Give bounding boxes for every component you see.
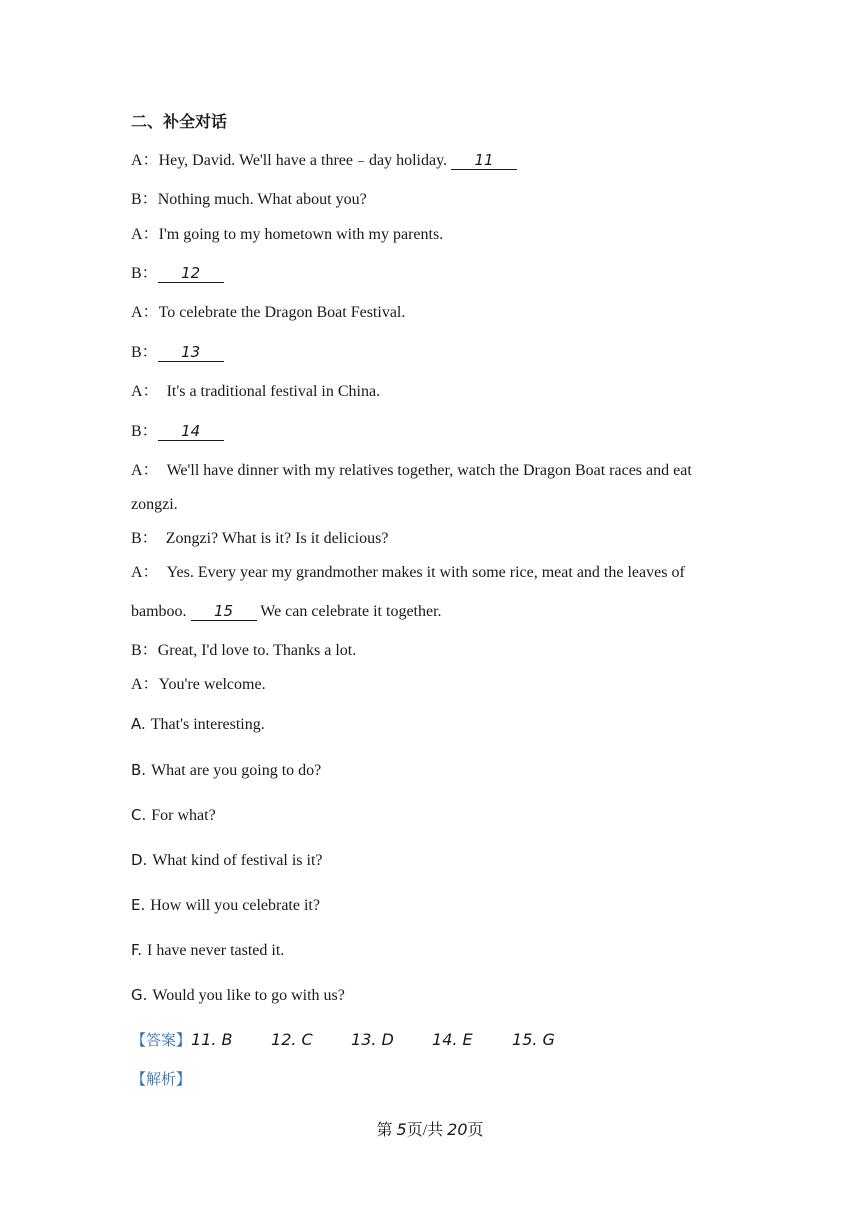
option-letter: F. [131, 941, 142, 959]
option-letter: D. [131, 851, 148, 869]
dialogue-line-3 [131, 225, 443, 245]
dialogue-text: Zongzi? What is it? Is it delicious? [165, 530, 389, 547]
page-footer [0, 1117, 860, 1140]
answer-blank-14: 14 [158, 422, 224, 441]
speaker-label: B： [131, 642, 158, 659]
dialogue-text: Nothing much. What about you? [157, 191, 367, 208]
dialogue-line-11 [131, 563, 685, 583]
section-title: 二、补全对话 [131, 112, 228, 131]
footer-suffix: 页 [467, 1122, 484, 1139]
speaker-label: B： [131, 530, 158, 547]
answer-item: 12. C [271, 1030, 313, 1049]
speaker-label: A： [131, 304, 159, 321]
footer-prefix: 第 [376, 1122, 397, 1139]
option-text: I have never tasted it. [147, 942, 285, 959]
speaker-label: A： [131, 383, 159, 400]
option-letter: E. [131, 896, 146, 914]
speaker-label: B： [131, 423, 158, 440]
footer-total-pages: 20 [447, 1120, 468, 1139]
footer-middle: 页/共 [406, 1122, 448, 1139]
analysis-label: 【解析】 [131, 1070, 192, 1088]
dialogue-line-11-cont [131, 602, 442, 622]
dialogue-line-2 [131, 190, 367, 210]
dialogue-line-4 [131, 264, 224, 284]
option-b [131, 760, 321, 781]
answer-line [131, 1030, 555, 1051]
analysis-line [131, 1069, 191, 1090]
dialogue-line-5 [131, 303, 405, 323]
dialogue-text: Great, I'd love to. Thanks a lot. [157, 642, 357, 659]
dialogue-line-1 [131, 151, 517, 171]
answer-blank-13: 13 [158, 343, 224, 362]
option-text: That's interesting. [150, 716, 265, 733]
answer-item: 14. E [432, 1030, 473, 1049]
option-a [131, 714, 265, 735]
answer-item: 15. G [512, 1030, 555, 1049]
dialogue-text: Yes. Every year my grandmother makes it with some rice, meat and the leaves of [166, 564, 685, 581]
dialogue-line-9-cont: zongzi. [131, 496, 178, 513]
option-f [131, 940, 284, 961]
dialogue-line-8 [131, 422, 224, 442]
dialogue-line-7 [131, 382, 380, 402]
dialogue-text: Hey, David. We'll have a three﹣day holiday. [158, 152, 452, 169]
speaker-label: A： [131, 152, 159, 169]
option-d [131, 850, 323, 871]
dialogue-text: It's a traditional festival in China. [166, 383, 381, 400]
speaker-label: B： [131, 344, 158, 361]
answer-blank-12: 12 [158, 264, 224, 283]
dialogue-text: We can celebrate it together. [256, 603, 442, 620]
speaker-label: A： [131, 564, 159, 581]
dialogue-text: We'll have dinner with my relatives together, watch the Dragon Boat races and eat [166, 462, 692, 479]
speaker-label: A： [131, 462, 159, 479]
option-text: Would you like to go with us? [152, 987, 345, 1004]
footer-page-number: 5 [396, 1120, 407, 1139]
option-letter: C. [131, 806, 147, 824]
option-e [131, 895, 320, 916]
answer-item: 13. D [351, 1030, 394, 1049]
dialogue-line-9 [131, 461, 692, 481]
option-text: What kind of festival is it? [152, 852, 323, 869]
dialogue-line-13 [131, 675, 266, 695]
option-g [131, 985, 345, 1006]
option-text: What are you going to do? [151, 762, 322, 779]
option-letter: G. [131, 986, 148, 1004]
dialogue-text: bamboo. [131, 603, 191, 620]
answer-item: 11. B [191, 1030, 233, 1049]
speaker-label: B： [131, 191, 158, 208]
option-text: How will you celebrate it? [150, 897, 320, 914]
dialogue-line-12 [131, 641, 356, 661]
option-c [131, 805, 216, 826]
dialogue-text: To celebrate the Dragon Boat Festival. [158, 304, 406, 321]
option-letter: A. [131, 715, 146, 733]
answer-blank-15: 15 [191, 602, 257, 621]
option-letter: B. [131, 761, 147, 779]
speaker-label: A： [131, 226, 159, 243]
speaker-label: A： [131, 676, 159, 693]
dialogue-text: You're welcome. [158, 676, 266, 693]
answer-label: 【答案】 [131, 1031, 192, 1049]
dialogue-line-10 [131, 529, 388, 549]
speaker-label: B： [131, 265, 158, 282]
dialogue-line-6 [131, 343, 224, 363]
option-text: For what? [151, 807, 216, 824]
answer-blank-11: 11 [451, 151, 517, 170]
dialogue-text: I'm going to my hometown with my parents. [158, 226, 444, 243]
